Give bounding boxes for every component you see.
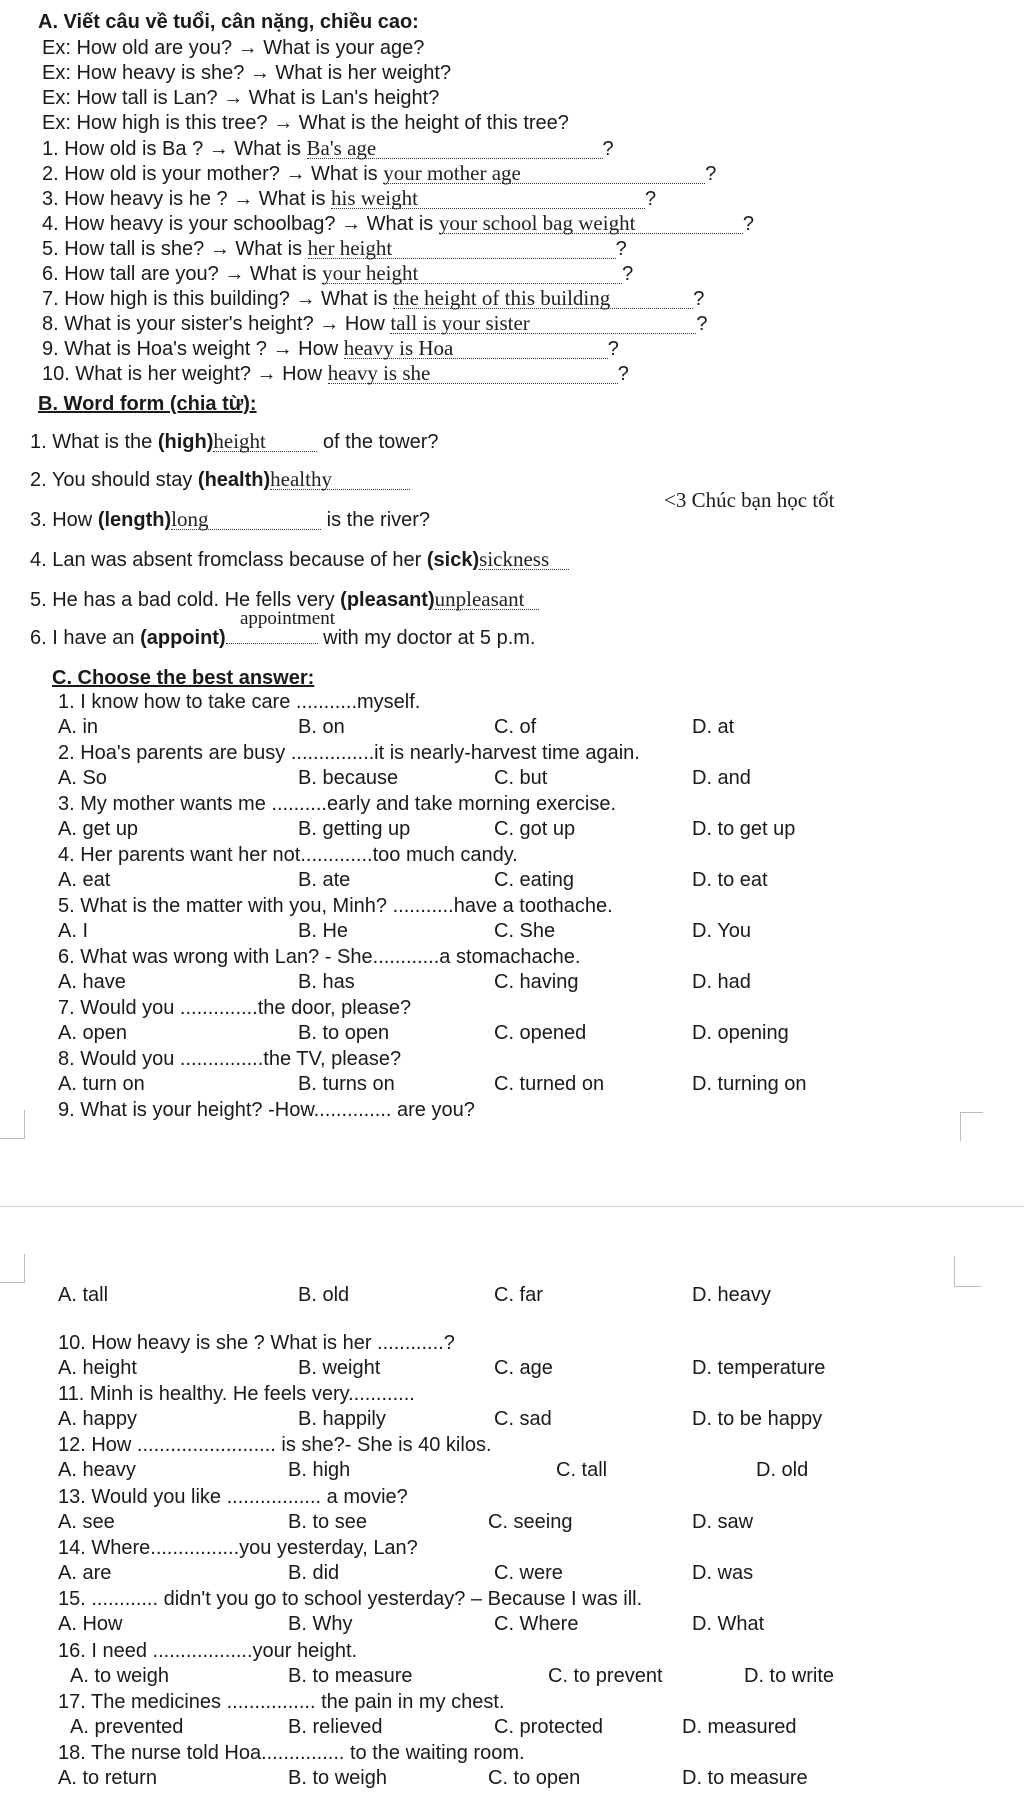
mc-question: 3. My mother wants me ..........early and take morning exercise. <box>58 793 616 815</box>
helper-comment: <3 Chúc bạn học tốt <box>664 488 835 512</box>
end-mark: ? <box>602 138 614 160</box>
handwritten-answer: your height <box>322 263 622 284</box>
answer-option[interactable]: D. was <box>692 1562 754 1584</box>
answer-option[interactable]: D. to be happy <box>692 1408 823 1430</box>
handwritten-answer: heavy is she <box>328 363 618 384</box>
answer-option[interactable]: B. happily <box>298 1408 386 1430</box>
answer-option[interactable]: D. to write <box>744 1665 835 1687</box>
question-tail: of the tower? <box>317 431 439 453</box>
answer-option[interactable]: A. to return <box>58 1767 157 1789</box>
question-text: 1. How old is Ba ? → What is <box>42 138 307 160</box>
word-form-item <box>30 508 430 532</box>
handwritten-answer: unpleasant <box>435 589 539 610</box>
answer-option[interactable]: A. to weigh <box>70 1665 169 1687</box>
handwritten-answer: heavy is Hoa <box>344 338 608 359</box>
root-word: (length) <box>97 509 172 531</box>
part-b-title <box>38 392 257 416</box>
answer-option[interactable]: C. of <box>494 716 537 738</box>
answer-option[interactable]: B. on <box>298 716 345 738</box>
part-c-title-text: C. Choose the best answer: <box>52 667 315 689</box>
handwritten-answer: healthy <box>270 469 410 490</box>
handwritten-answer: sickness <box>479 549 569 570</box>
example-line: Ex: How tall is Lan? → What is Lan's height? <box>42 87 440 109</box>
answer-option[interactable]: C. got up <box>494 818 576 840</box>
question-text: 2. How old is your mother? → What is <box>42 163 384 185</box>
end-mark: ? <box>693 288 705 310</box>
exercise-a-item <box>42 212 754 236</box>
end-mark: ? <box>742 213 754 235</box>
question-text: 2. You should stay <box>30 469 198 491</box>
answer-option[interactable]: C. Where <box>494 1613 579 1635</box>
mc-question: 8. Would you ...............the TV, please? <box>58 1048 402 1070</box>
example-line: Ex: How heavy is she? → What is her weight? <box>42 62 452 84</box>
answer-option[interactable]: A. have <box>58 971 126 993</box>
answer-option[interactable]: D. to eat <box>692 869 768 891</box>
example-line: Ex: How old are you? → What is your age? <box>42 37 425 59</box>
question-text: 5. How tall is she? → What is <box>42 238 308 260</box>
question-tail: with my doctor at 5 p.m. <box>317 627 536 649</box>
answer-option[interactable]: A. open <box>58 1022 127 1044</box>
answer-option[interactable]: A. So <box>58 767 107 789</box>
answer-option[interactable]: A. prevented <box>70 1716 184 1738</box>
answer-option[interactable]: D. had <box>692 971 751 993</box>
root-word: (pleasant) <box>340 589 435 611</box>
mc-question: 2. Hoa's parents are busy ...............it is nearly-harvest time again. <box>58 742 640 764</box>
end-mark: ? <box>615 238 627 260</box>
answer-option[interactable]: C. age <box>494 1357 553 1379</box>
answer-option[interactable]: A. happy <box>58 1408 137 1430</box>
end-mark: ? <box>607 338 619 360</box>
example-line: Ex: How high is this tree? → What is the height of this tree? <box>42 112 569 134</box>
answer-option[interactable]: B. to open <box>298 1022 390 1044</box>
answer-option[interactable]: A. see <box>58 1511 115 1533</box>
handwritten-answer: long <box>171 509 321 530</box>
word-form-item <box>30 468 410 492</box>
answer-option[interactable]: D. measured <box>682 1716 797 1738</box>
answer-option[interactable]: B. because <box>298 767 399 789</box>
root-word: (health) <box>197 469 271 491</box>
answer-option[interactable]: C. but <box>494 767 548 789</box>
answer-option[interactable]: B. has <box>298 971 355 993</box>
answer-option[interactable]: A. get up <box>58 818 139 840</box>
answer-option[interactable]: C. were <box>494 1562 563 1584</box>
answer-option[interactable]: D. You <box>692 920 751 942</box>
handwritten-answer: height <box>213 431 317 452</box>
mc-question: 12. How ......................... is she?- She is 40 kilos. <box>58 1434 492 1456</box>
part-c-title <box>52 666 314 690</box>
answer-option[interactable]: C. turned on <box>494 1073 605 1095</box>
end-mark: ? <box>696 313 708 335</box>
answer-option[interactable]: A. turn on <box>58 1073 145 1095</box>
answer-option[interactable]: D. to measure <box>682 1767 808 1789</box>
answer-option[interactable]: A. tall <box>58 1284 109 1306</box>
handwritten-answer: your mother age <box>383 163 705 184</box>
answer-option[interactable]: B. turns on <box>298 1073 395 1095</box>
handwritten-answer: her height <box>308 238 616 259</box>
question-text: 10. What is her weight? → How <box>42 363 328 385</box>
page-separator <box>0 1206 1024 1207</box>
exercise-a-item <box>42 237 627 261</box>
exercise-a-item <box>42 187 656 211</box>
end-mark: ? <box>645 188 657 210</box>
question-text: 5. He has a bad cold. He fells very <box>30 589 341 611</box>
mc-question: 18. The nurse told Hoa............... to the waiting room. <box>58 1742 525 1764</box>
mc-question: 4. Her parents want her not.............too much candy. <box>58 844 518 866</box>
answer-option[interactable]: C. sad <box>494 1408 552 1430</box>
end-mark: ? <box>617 363 629 385</box>
answer-option[interactable]: B. He <box>298 920 349 942</box>
question-text: 8. What is your sister's height? → How <box>42 313 391 335</box>
root-word: (sick) <box>426 549 480 571</box>
page-corner-mark <box>960 1112 983 1141</box>
answer-option[interactable]: C. protected <box>494 1716 603 1738</box>
handwritten-answer: the height of this building <box>393 288 693 309</box>
exercise-a-item <box>42 262 633 286</box>
question-text: 4. How heavy is your schoolbag? → What is <box>42 213 439 235</box>
root-word: (high) <box>157 431 214 453</box>
answer-option[interactable]: C. to open <box>488 1767 581 1789</box>
answer-blank <box>226 643 318 644</box>
handwritten-answer: Ba's age <box>307 138 603 159</box>
mc-question: 1. I know how to take care ...........myself. <box>58 691 421 713</box>
mc-question: 17. The medicines ................ the pain in my chest. <box>58 1691 505 1713</box>
word-form-item <box>30 548 569 572</box>
mc-question: 5. What is the matter with you, Minh? ...........have a toothache. <box>58 895 613 917</box>
answer-option[interactable]: A. I <box>58 920 89 942</box>
mc-question: 7. Would you ..............the door, please? <box>58 997 412 1019</box>
answer-option[interactable]: B. weight <box>298 1357 381 1379</box>
exercise-a-item <box>42 287 704 311</box>
mc-question: 10. How heavy is she ? What is her ............? <box>58 1332 455 1354</box>
answer-option[interactable]: C. opened <box>494 1022 587 1044</box>
end-mark: ? <box>705 163 717 185</box>
mc-question: 11. Minh is healthy. He feels very............ <box>58 1383 415 1405</box>
answer-option[interactable]: B. old <box>298 1284 350 1306</box>
exercise-a-item <box>42 137 614 161</box>
answer-option[interactable]: B. to weigh <box>288 1767 387 1789</box>
answer-option[interactable]: A. are <box>58 1562 112 1584</box>
answer-option[interactable]: A. How <box>58 1613 123 1635</box>
question-text: 3. How heavy is he ? → What is <box>42 188 332 210</box>
question-text: 6. I have an <box>30 627 141 649</box>
exercise-a-item <box>42 162 716 186</box>
question-text: 3. How <box>30 509 98 531</box>
part-b-title-text: B. Word form (chia từ): <box>38 393 257 415</box>
answer-option[interactable]: C. eating <box>494 869 575 891</box>
exercise-a-item <box>42 337 619 361</box>
answer-option[interactable]: B. relieved <box>288 1716 383 1738</box>
root-word: (appoint) <box>140 627 226 649</box>
page-corner-mark <box>954 1256 981 1287</box>
handwritten-answer-above: appointment <box>240 608 335 629</box>
answer-option[interactable]: D. old <box>756 1459 809 1481</box>
exercise-a-item <box>42 362 629 386</box>
answer-option[interactable]: C. seeing <box>488 1511 573 1533</box>
question-tail: is the river? <box>321 509 431 531</box>
answer-option[interactable]: C. far <box>494 1284 543 1306</box>
mc-question: 13. Would you like ................. a movie? <box>58 1486 408 1508</box>
answer-option[interactable]: B. high <box>288 1459 351 1481</box>
handwritten-answer: your school bag weight <box>439 213 743 234</box>
end-mark: ? <box>622 263 634 285</box>
answer-option[interactable]: A. eat <box>58 869 111 891</box>
exercise-a-item <box>42 312 708 336</box>
answer-option[interactable]: B. to measure <box>288 1665 413 1687</box>
answer-option[interactable]: D. and <box>692 767 751 789</box>
question-text: 6. How tall are you? → What is <box>42 263 323 285</box>
answer-option[interactable]: D. heavy <box>692 1284 771 1306</box>
answer-option[interactable]: B. ate <box>298 869 351 891</box>
question-text: 4. Lan was absent fromclass because of her <box>30 549 427 571</box>
answer-option[interactable]: D. temperature <box>692 1357 826 1379</box>
question-text: 1. What is the <box>30 431 158 453</box>
mc-question: 6. What was wrong with Lan? - She............a stomachache. <box>58 946 581 968</box>
word-form-item <box>30 626 535 650</box>
answer-option[interactable]: C. tall <box>556 1459 608 1481</box>
answer-option[interactable]: C. to prevent <box>548 1665 663 1687</box>
answer-option[interactable]: A. in <box>58 716 99 738</box>
question-text: 7. How high is this building? → What is <box>42 288 394 310</box>
answer-option[interactable]: A. height <box>58 1357 137 1379</box>
answer-option[interactable]: B. did <box>288 1562 340 1584</box>
answer-option[interactable]: A. heavy <box>58 1459 136 1481</box>
question-text: 9. What is Hoa's weight ? → How <box>42 338 344 360</box>
page-corner-mark <box>0 1254 25 1283</box>
mc-question: 15. ............ didn't you go to school yesterday? – Because I was ill. <box>58 1588 643 1610</box>
word-form-item <box>30 430 439 454</box>
page-corner-mark <box>0 1110 25 1139</box>
answer-option[interactable]: D. saw <box>692 1511 754 1533</box>
mc-question: 9. What is your height? -How.............. are you? <box>58 1099 475 1121</box>
answer-option[interactable]: D. turning on <box>692 1073 807 1095</box>
answer-option[interactable]: D. to get up <box>692 818 796 840</box>
handwritten-answer: his weight <box>331 188 645 209</box>
answer-option[interactable]: C. She <box>494 920 556 942</box>
answer-option[interactable]: B. to see <box>288 1511 367 1533</box>
answer-option[interactable]: D. at <box>692 716 735 738</box>
answer-option[interactable]: B. Why <box>288 1613 353 1635</box>
answer-option[interactable]: C. having <box>494 971 579 993</box>
part-a-title: A. Viết câu về tuổi, cân nặng, chiều cao: <box>38 11 419 33</box>
handwritten-answer: tall is your sister <box>390 313 696 334</box>
answer-option[interactable]: D. opening <box>692 1022 789 1044</box>
mc-question: 16. I need ..................your height. <box>58 1640 358 1662</box>
answer-option[interactable]: D. What <box>692 1613 765 1635</box>
answer-option[interactable]: B. getting up <box>298 818 411 840</box>
mc-question: 14. Where................you yesterday, Lan? <box>58 1537 418 1559</box>
